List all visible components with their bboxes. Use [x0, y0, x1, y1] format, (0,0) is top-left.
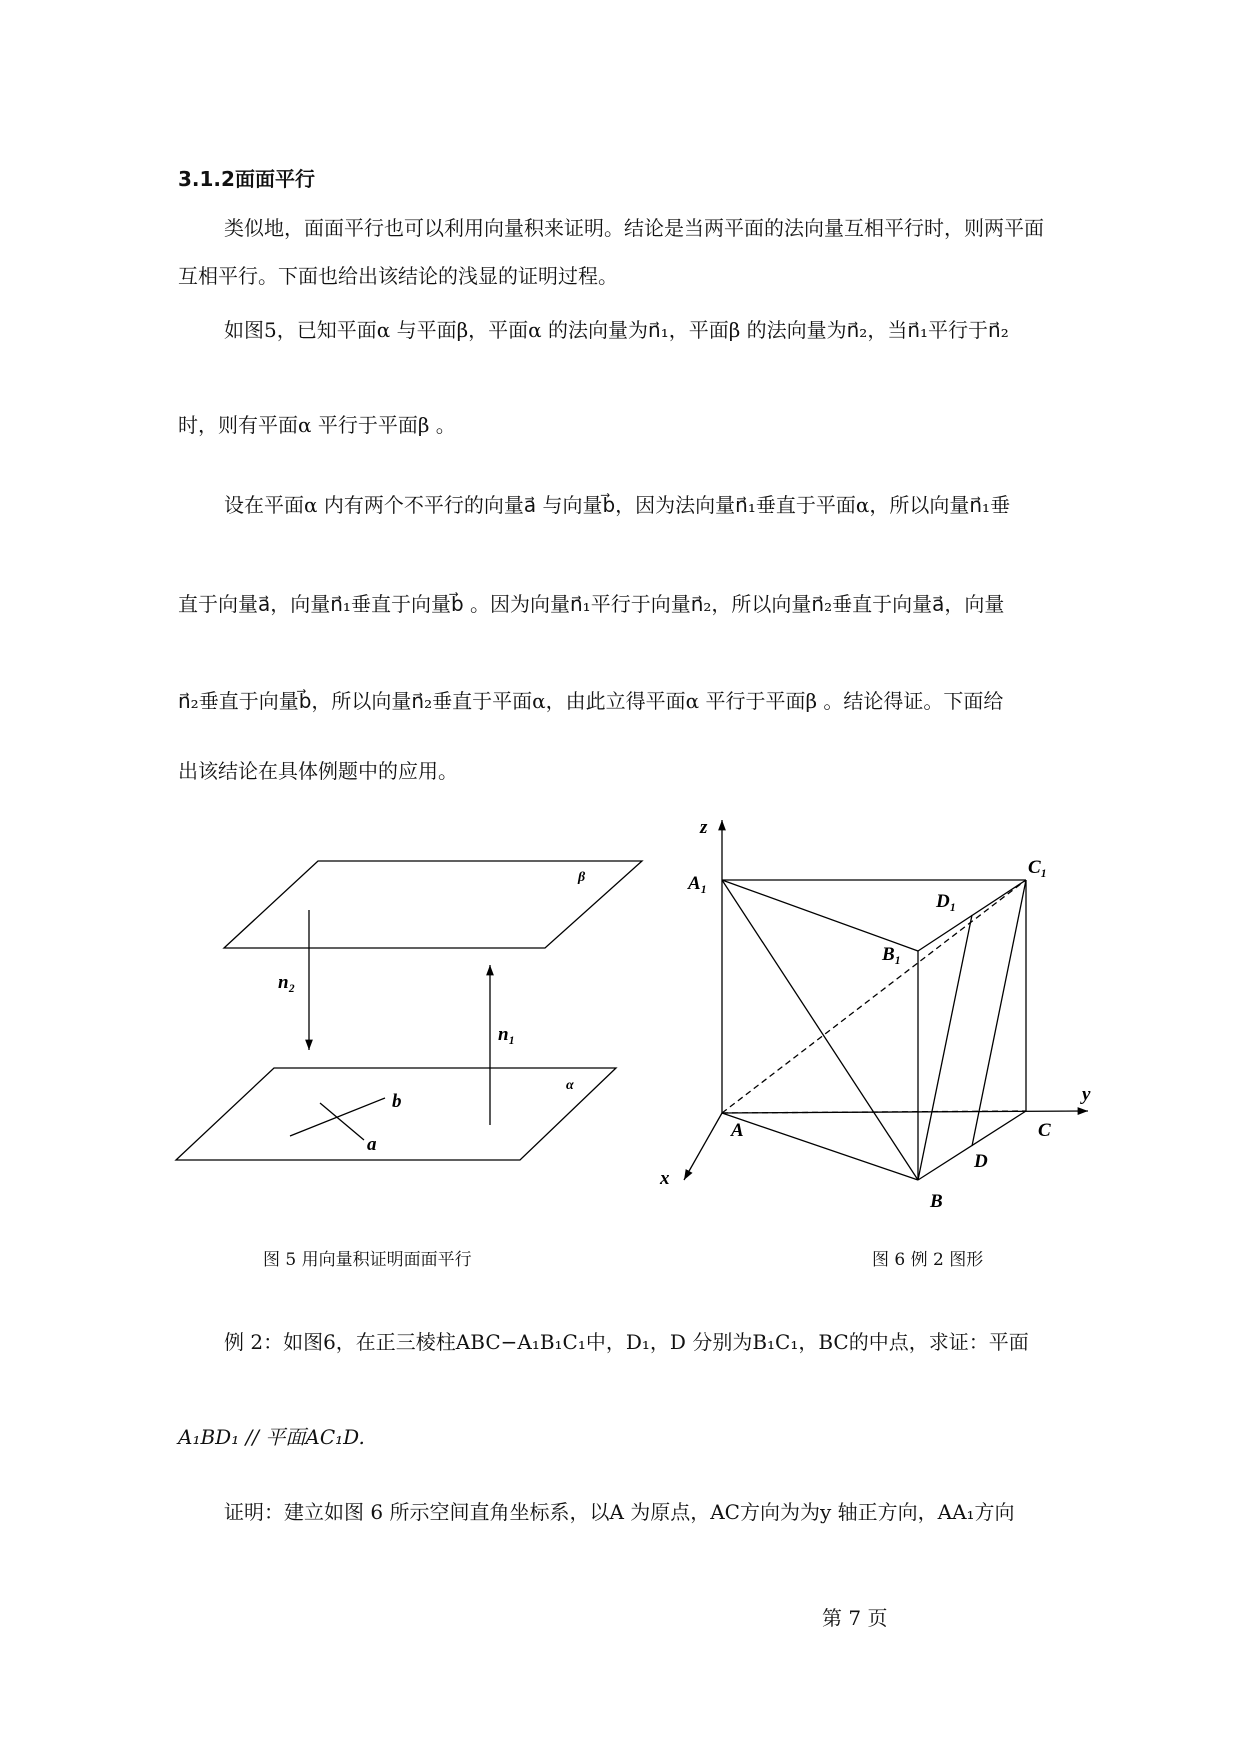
label-A1: A₁	[688, 873, 708, 894]
figure-6-caption: 图 6 例 2 图形	[872, 1250, 984, 1270]
label-a: a	[367, 1134, 377, 1155]
label-D1: D₁	[936, 891, 957, 912]
figure-5-caption: 图 5 用向量积证明面面平行	[263, 1250, 472, 1270]
label-A: A	[731, 1120, 744, 1141]
label-n2: n₂	[278, 972, 296, 993]
page-number: 第 7 页	[822, 1606, 888, 1630]
label-alpha: α	[566, 1078, 574, 1093]
figure-5-planes	[176, 861, 642, 1160]
paragraph-line: 互相平行。下面也给出该结论的浅显的证明过程。	[178, 264, 618, 288]
label-C: C	[1038, 1120, 1051, 1141]
label-n1: n₁	[498, 1024, 516, 1045]
paragraph-line: 证明：建立如图 6 所示空间直角坐标系，以A 为原点，AC方向为为y 轴正方向，AA₁方向	[224, 1500, 1015, 1524]
paragraph-line: A₁BD₁ // 平面AC₁D.	[178, 1425, 365, 1449]
paragraph-line: 类似地，面面平行也可以利用向量积来证明。结论是当两平面的法向量互相平行时，则两平面	[224, 216, 1044, 240]
paragraph-line: n⃗₂垂直于向量b⃗，所以向量n⃗₂垂直于平面α，由此立得平面α 平行于平面β 。结论得证。下面给	[178, 689, 1004, 713]
label-D: D	[974, 1151, 988, 1172]
paragraph-line: 出该结论在具体例题中的应用。	[178, 759, 458, 783]
label-B1: B₁	[882, 944, 902, 965]
label-x: x	[660, 1168, 670, 1189]
label-beta: β	[578, 870, 586, 885]
paragraph-line: 设在平面α 内有两个不平行的向量a⃗ 与向量b⃗，因为法向量n⃗₁垂直于平面α，所以向量n⃗₁垂	[224, 493, 1011, 517]
label-b: b	[392, 1091, 402, 1112]
section-title: 3.1.2面面平行	[178, 167, 315, 191]
paragraph-line: 例 2：如图6，在正三棱柱ABC−A₁B₁C₁中，D₁，D 分别为B₁C₁，BC的中点，求证：平面	[224, 1330, 1029, 1354]
plane-alpha	[176, 1068, 616, 1160]
paragraph-line: 时，则有平面α 平行于平面β 。	[178, 413, 456, 437]
label-B: B	[930, 1191, 943, 1212]
label-y: y	[1082, 1084, 1091, 1105]
paragraph-line: 直于向量a⃗，向量n⃗₁垂直于向量b⃗ 。因为向量n⃗₁平行于向量n⃗₂，所以向量n⃗₂垂直于向量a⃗，向量	[178, 592, 1005, 616]
paragraph-line: 如图5，已知平面α 与平面β，平面α 的法向量为n⃗₁，平面β 的法向量为n⃗₂，当n⃗₁平行于n⃗₂	[224, 318, 1009, 342]
label-C1: C₁	[1028, 857, 1048, 878]
label-z: z	[700, 817, 708, 838]
